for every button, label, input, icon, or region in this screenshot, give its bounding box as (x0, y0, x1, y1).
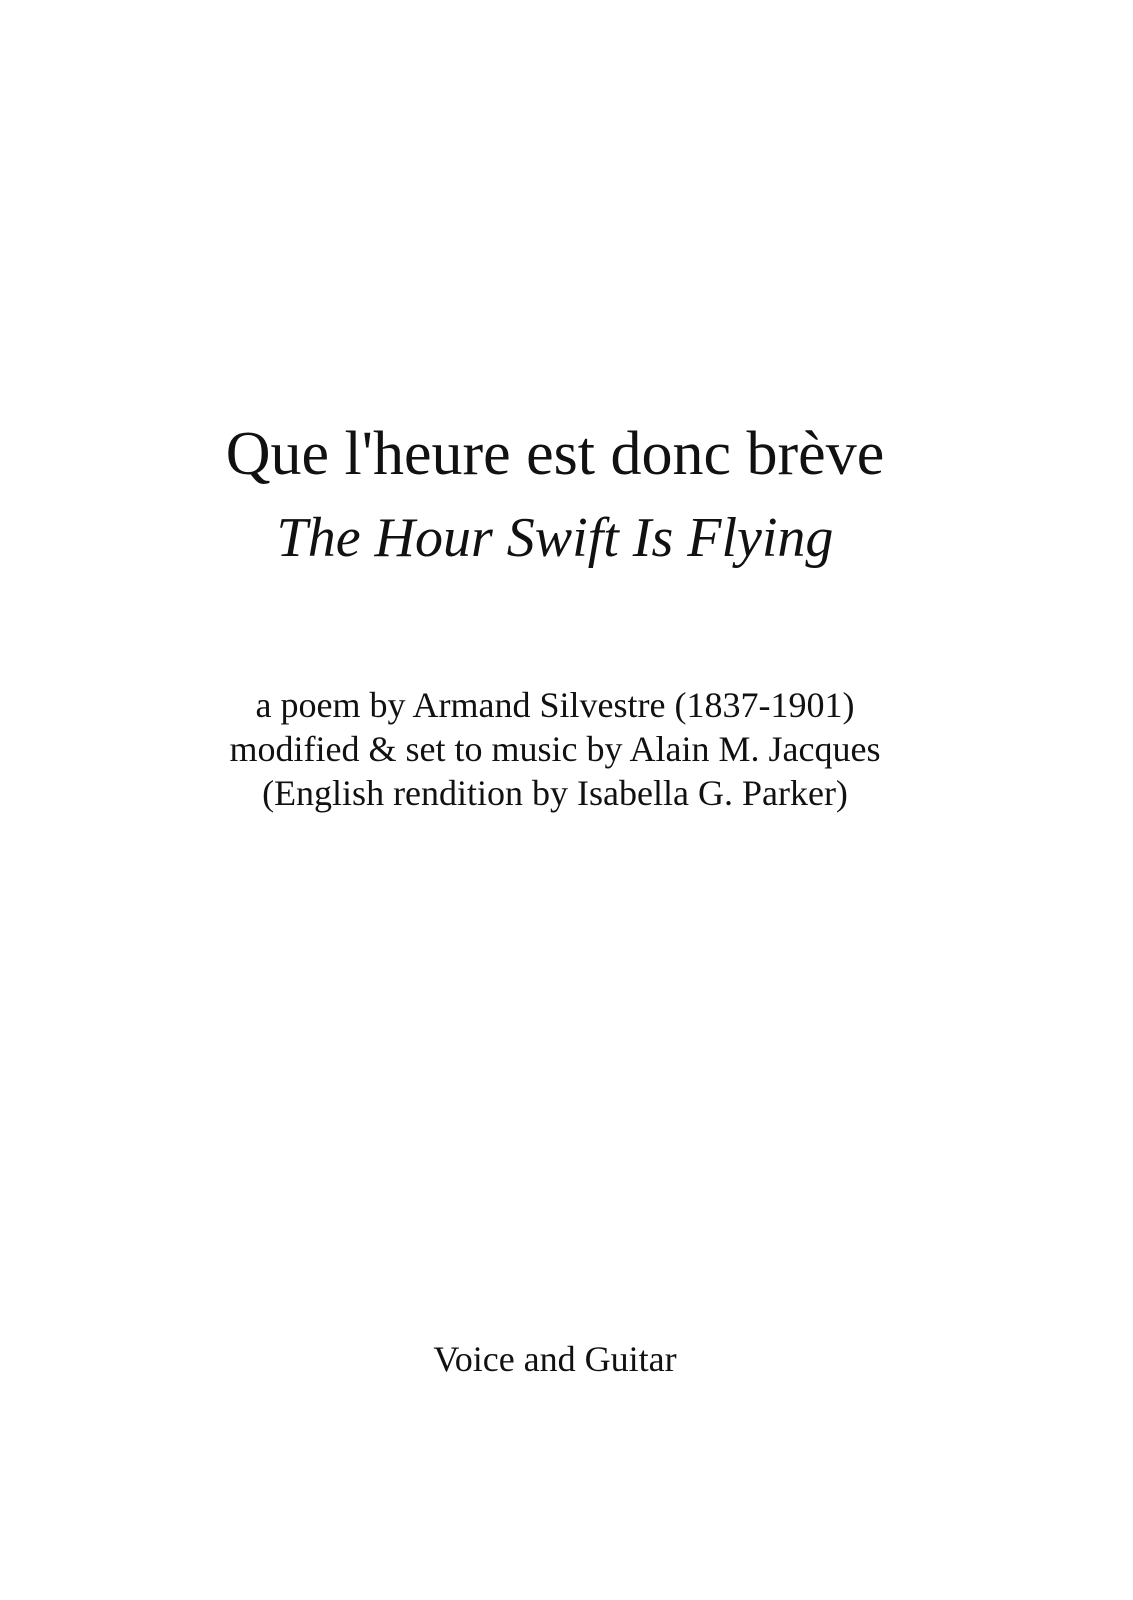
poem-credit: a poem by Armand Silvestre (1837-1901) (255, 685, 855, 725)
page-title: Que l'heure est donc brève (225, 420, 885, 488)
english-title: The Hour Swift Is Flying (276, 507, 834, 569)
translation-credit: (English rendition by Isabella G. Parker) (262, 773, 848, 813)
credits-block (0, 683, 1110, 815)
music-credit: modified & set to music by Alain M. Jacques (229, 729, 881, 769)
instrumentation: Voice and Guitar (433, 1339, 677, 1379)
